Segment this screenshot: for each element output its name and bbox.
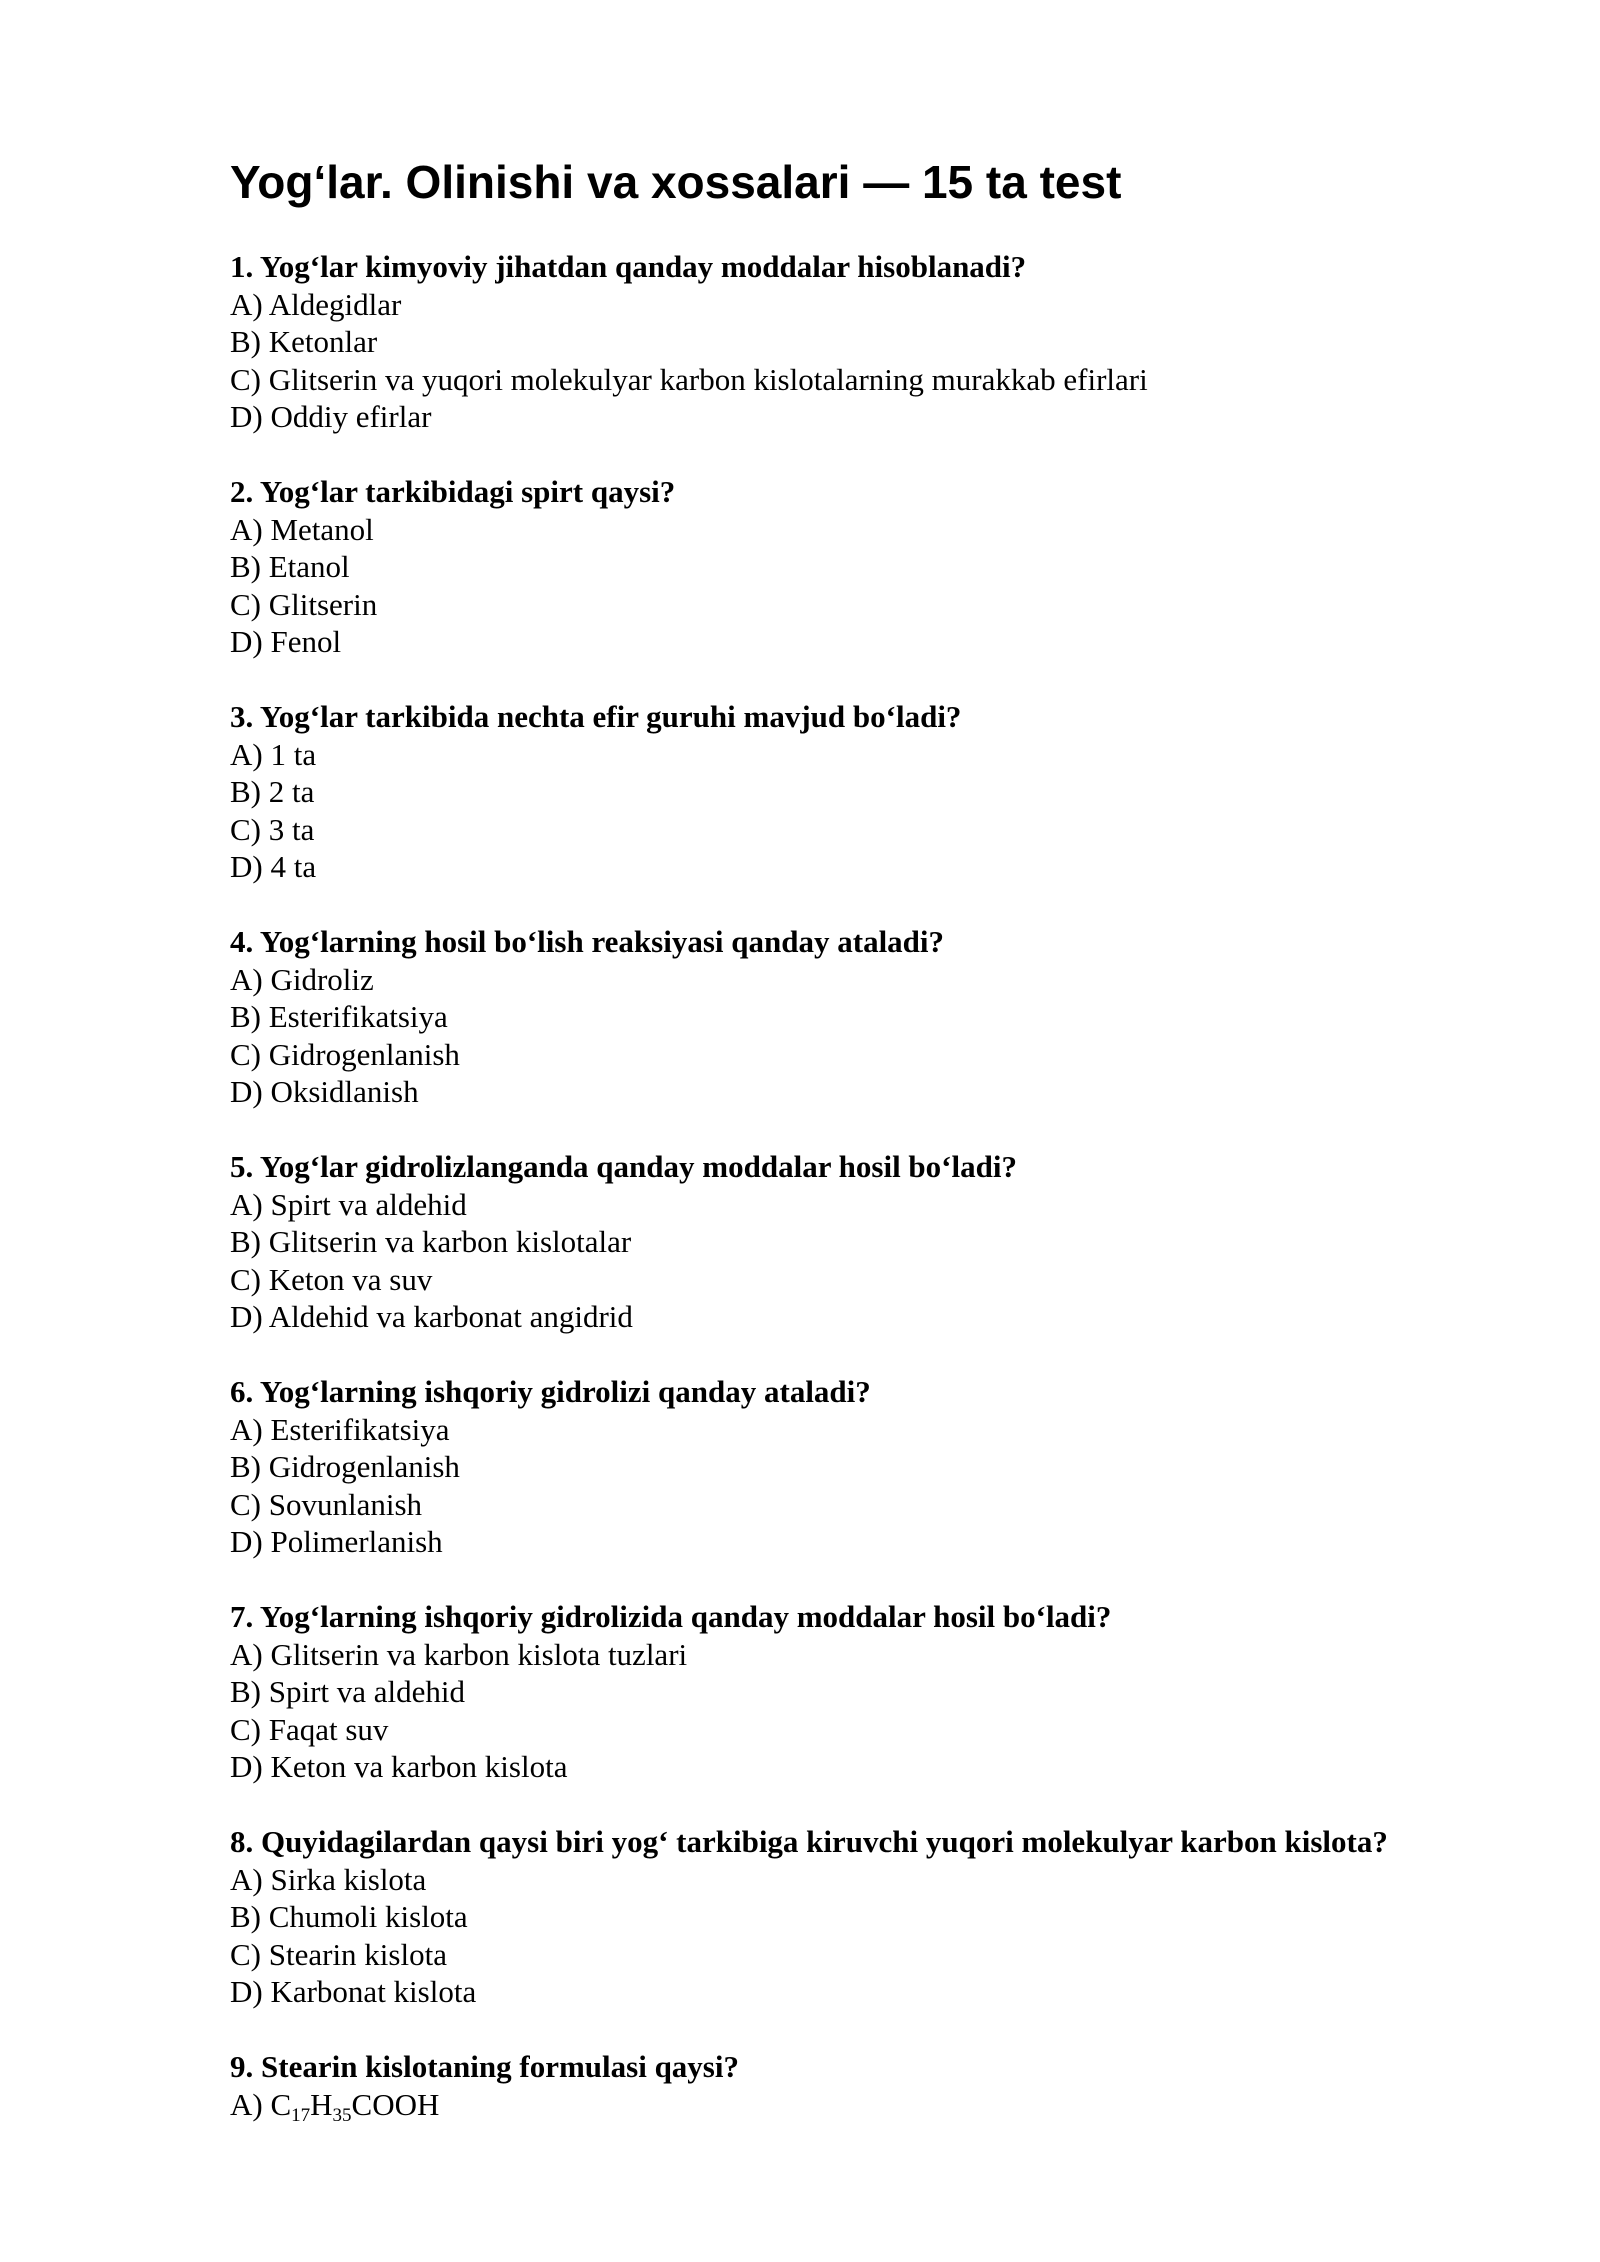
document-content bbox=[230, 150, 1530, 2161]
question-text: 4. Yog‘larning hosil bo‘lish reaksiyasi qanday ataladi? bbox=[230, 924, 945, 959]
answer-option: C) Gidrogenlanish bbox=[230, 1036, 460, 1072]
answer-option: B) Ketonlar bbox=[230, 324, 378, 359]
answer-option: D) Keton va karbon kislota bbox=[230, 1749, 568, 1784]
question-text: 2. Yog‘lar tarkibidagi spirt qaysi? bbox=[230, 474, 676, 509]
answer-option: A) Esterifikatsiya bbox=[230, 1411, 450, 1447]
answer-option: D) Polimerlanish bbox=[230, 1524, 443, 1559]
answer-option: D) 4 ta bbox=[230, 849, 317, 884]
answer-option: C) Stearin kislota bbox=[230, 1936, 447, 1972]
question-1 bbox=[230, 248, 1530, 436]
answer-option: D) Fenol bbox=[230, 624, 342, 659]
answer-option: C) Glitserin va yuqori molekulyar karbon kislotalarning murakkab efirlari bbox=[230, 361, 1148, 397]
answer-option: C) Keton va suv bbox=[230, 1261, 433, 1297]
answer-option: D) Oksidlanish bbox=[230, 1074, 419, 1109]
answer-option: D) Oddiy efirlar bbox=[230, 399, 432, 434]
answer-option: C) Faqat suv bbox=[230, 1711, 389, 1747]
answer-option: A) Sirka kislota bbox=[230, 1861, 427, 1897]
answer-option: A) $C_{17}H_{35}COOH$ bbox=[230, 2086, 440, 2126]
answer-option: B) 2 ta bbox=[230, 774, 315, 809]
question-5 bbox=[230, 1148, 1530, 1336]
answer-option: A) Aldegidlar bbox=[230, 286, 402, 322]
answer-option: B) Spirt va aldehid bbox=[230, 1674, 466, 1709]
answer-option: A) Metanol bbox=[230, 511, 374, 547]
question-9 bbox=[230, 2048, 1530, 2126]
questions-list bbox=[230, 248, 1530, 2011]
answer-option: A) Spirt va aldehid bbox=[230, 1186, 467, 1222]
question-text: 6. Yog‘larning ishqoriy gidrolizi qanday ataladi? bbox=[230, 1374, 871, 1409]
question-6 bbox=[230, 1373, 1530, 1561]
question-4 bbox=[230, 923, 1530, 1111]
question-7 bbox=[230, 1598, 1530, 1786]
answer-option: D) Aldehid va karbonat angidrid bbox=[230, 1299, 633, 1334]
answer-option: A) 1 ta bbox=[230, 736, 317, 772]
question-2 bbox=[230, 473, 1530, 661]
answer-option: B) Chumoli kislota bbox=[230, 1899, 468, 1934]
answer-option: B) Etanol bbox=[230, 549, 350, 584]
answer-option: B) Gidrogenlanish bbox=[230, 1449, 460, 1484]
document-title: Yog‘lar. Olinishi va xossalari — 15 ta test bbox=[230, 156, 1122, 208]
question-text: 3. Yog‘lar tarkibida nechta efir guruhi mavjud bo‘ladi? bbox=[230, 699, 962, 734]
question-3 bbox=[230, 698, 1530, 886]
answer-option: B) Esterifikatsiya bbox=[230, 999, 448, 1034]
question-text: 5. Yog‘lar gidrolizlanganda qanday moddalar hosil bo‘ladi? bbox=[230, 1149, 1017, 1184]
question-text: 9. Stearin kislotaning formulasi qaysi? bbox=[230, 2049, 739, 2084]
question-text: 1. Yog‘lar kimyoviy jihatdan qanday moddalar hisoblanadi? bbox=[230, 249, 1027, 284]
question-8 bbox=[230, 1823, 1530, 2011]
answer-option: D) Karbonat kislota bbox=[230, 1974, 477, 2009]
answer-option: B) Glitserin va karbon kislotalar bbox=[230, 1224, 632, 1259]
answer-option: C) 3 ta bbox=[230, 811, 315, 847]
question-text: 7. Yog‘larning ishqoriy gidrolizida qanday moddalar hosil bo‘ladi? bbox=[230, 1599, 1112, 1634]
answer-option: A) Glitserin va karbon kislota tuzlari bbox=[230, 1636, 688, 1672]
answer-option: C) Glitserin bbox=[230, 586, 378, 622]
answer-option: A) Gidroliz bbox=[230, 961, 374, 997]
question-text: 8. Quyidagilardan qaysi biri yog‘ tarkibiga kiruvchi yuqori molekulyar karbon kislota? bbox=[230, 1824, 1388, 1859]
answer-option: C) Sovunlanish bbox=[230, 1486, 423, 1522]
